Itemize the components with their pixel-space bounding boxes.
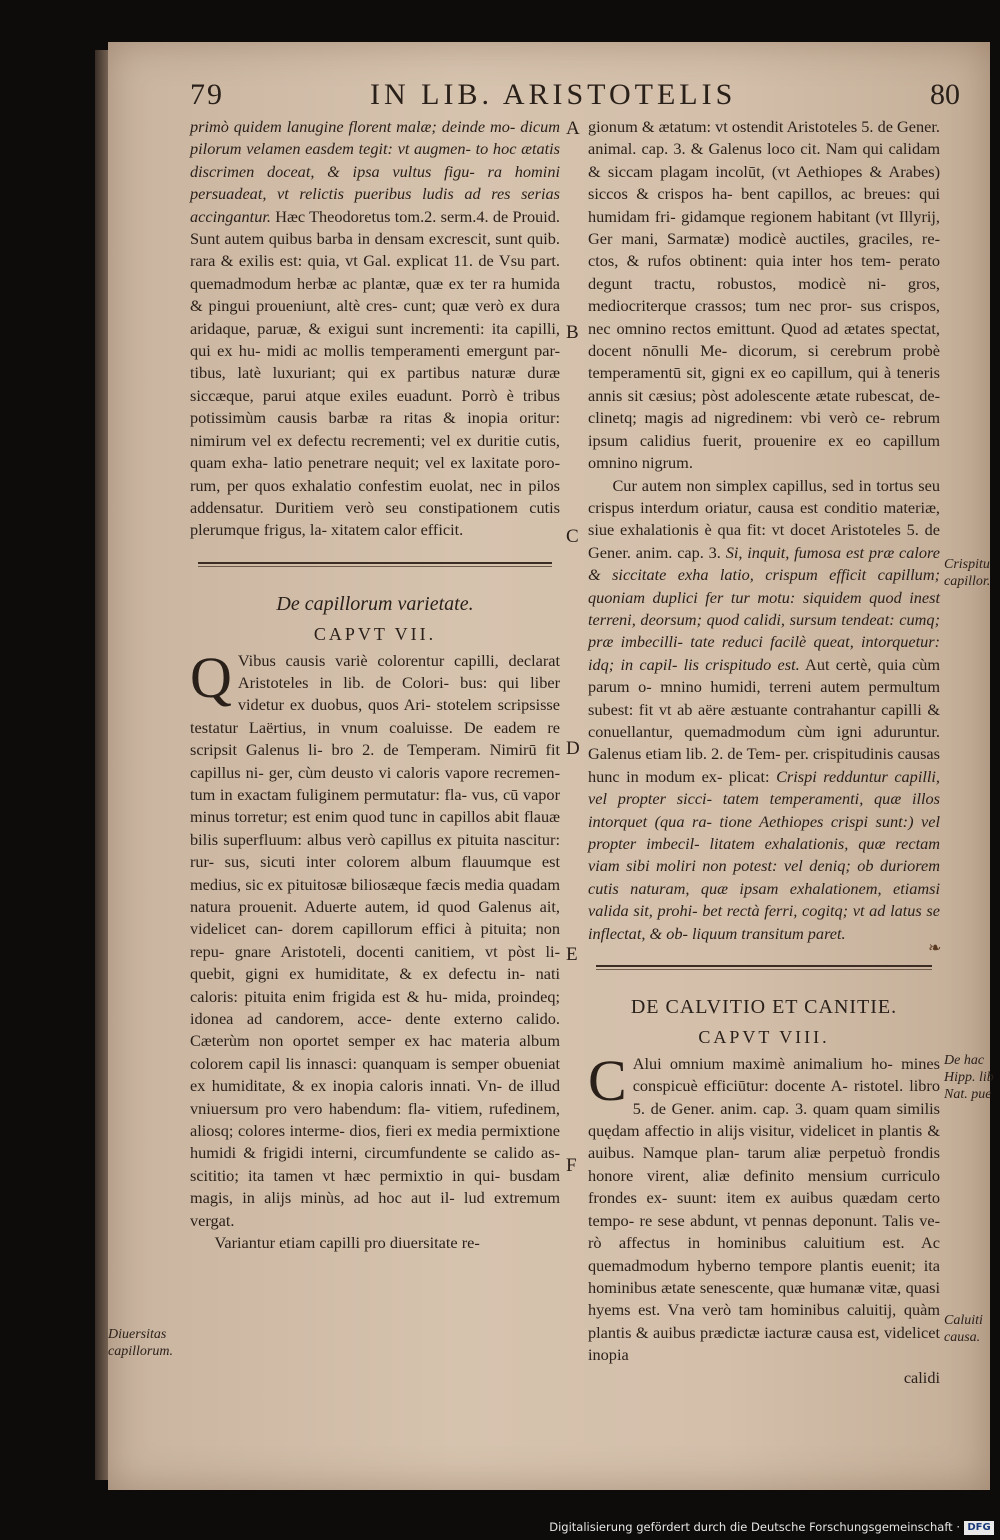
margin-letter-d: D [566, 738, 580, 759]
margin-letter-c: C [566, 526, 579, 547]
margin-letter-f: F [566, 1155, 577, 1176]
margin-note-caluitium: Caluiti causa. [944, 1313, 983, 1345]
margin-note-diuersitas: Diuersitas capillorum. [108, 1327, 173, 1359]
page-number-left: 79 [190, 78, 224, 111]
right-p2-roman: Cur autem non simplex capillus, sed in tortus seu crispus interdum oriatur, causa est conditio materiæ, siue exhalationis è qua fit: vt docet Aristoteles 5. de Gener. anim. cap. 3. [588, 475, 940, 562]
caput-heading-7: CAPVT VII. [313, 624, 437, 645]
right-p2-quote: Si, inquit, fumosa est præ calore & siccitate exha latio, crispum efficit capillum; quoniam duplici fer tur motu: siquidem quod inest terreni, deorsum; quod calidi, sursum tendeat: cumq; præ imbecilli- tate reduci facilè queat, intorquetur: idq; in capil- lis crispitudo est. [588, 542, 941, 674]
ornament-icon: ❧ [928, 940, 942, 957]
page-number-right: 80 [930, 78, 960, 111]
dropcap-c: C [588, 1047, 627, 1113]
right-p2-quote-2: Crispi redduntur capilli, vel propter sicci- tatem temperamenti, quæ illos intorquet (qua ra- tione Aethiopes crispi sunt:) vel propter imbecil- litatem exhalationis, quæ rectam viam sibi moliri non potest: vel deniq; ob duriorem cutis naturam, quæ ipsam exhalationem, etiamsi valida sit, prohi- bet rectà ferri, cogitq; vt ad latus se inflectat, & ob- liquum transitum paret. [588, 766, 940, 943]
margin-note-hippocrates: De hac Hipp. lib Nat. pue [944, 1053, 994, 1102]
right-paragraph-1: gionum & ætatum: vt ostendit Aristoteles 5. de Gener. animal. cap. 3. & Galenus loco cit. Nam qui calidam & siccam plagam incolūt, (vt Aethiopes & Arabes) siccos & crispos ha- bent capillos, ac breues: qui humidam fri- gidamque regionem habitant (vt Illyrij, Ger mani, Sarmatæ) modicè auctiles, graciles, re- ctos, & rufos obtinent: quia inter hos tem- perato degunt tractu, robustos, modicè ni- gros, mediocriterque crassos; tum nec pror- sus crispos, nec omnino rectos emittunt. Quod ad ætates spectat, docent nōnulli Me- dicorum, si cerebrum probè temperamentū sit, gigni ex eo capillum, qui à teneris annis sit cæsius; pòst adolescente ætate rubescat, de- clinetq; magis ad nigredinem: vbi verò ce- rebrum ipsum calidius fuerit, prouenire ex eo capillum omnino nigrum. [588, 117, 940, 473]
section-divider-left [198, 562, 552, 567]
caput-heading-8: CAPVT VIII. [698, 1027, 830, 1048]
left-column [190, 116, 560, 1255]
digitization-credit: Digitalisierung gefördert durch die Deutsche Forschungsgemeinschaft · [549, 1520, 960, 1534]
right-paragraph-3 [588, 1047, 940, 1367]
margin-note-crispitudo: Crispitu capillor. [944, 557, 991, 589]
right-paragraph-2 [588, 475, 940, 946]
running-header [190, 78, 960, 118]
section-title-left: De capillorum varietate. [276, 592, 474, 615]
left-paragraph-3: Variantur etiam capilli pro diuersitate re- [214, 1233, 480, 1253]
section-title-right: DE CALVITIO ET CANITIE. [630, 996, 898, 1019]
left-text-roman: Hæc Theodoretus tom.2. serm.4. de Prouid. Sunt autem quibus barba in densam excrescit, sunt quib. rara & exilis est: quia, vt Gal. explicat 11. de Vsu part. quemadmodum herbæ ac plantæ, quæ ex ter ra humida & pingui proueniunt, altè cres- cunt; quæ verò ex dura aridaque, paruæ, & exigui sunt incrementi: ita capilli, qui ex hu- midi ac mollis temperamenti emergunt par- tibus, latè luxuriant; qui ex partibus naturæ duræ siccæque, parui atque exiles euadunt. Porrò è tribus potissimùm causis barbæ ra ritas & inopia oritur: nimirum vel ex defectu recrementi; vel ex duritie cutis, quam exha- latio penetrare nequit; vel ex laxitate poro- rum, per quos exhalatio confestim euolat, nec in pilos addensatur. Duritiem verò seu constipationem cutis plerumque frigus, la- xitatem calor efficit. [190, 206, 560, 540]
right-column [588, 116, 940, 1389]
margin-letter-b: B [566, 322, 579, 343]
left-paragraph-1 [190, 116, 560, 542]
margin-letter-a: A [566, 118, 580, 139]
right-p2-roman-2: Aut certè, quia cùm parum o- mnino humidi, terreni autem permultum subest: fit vt ab aëre æstuante contrahantur capilli & conuellantur, quemadmodum cùm igni aduruntur. Galenus etiam lib. 2. de Tem- per. crispitudinis causas hunc in modum ex- plicat: [588, 654, 940, 786]
dfg-logo-icon: DFG [964, 1521, 994, 1535]
left-paragraph-2-text: Vibus causis variè colorentur capilli, declarat Aristoteles in lib. de Colori- bus: qui liber videtur ex duobus, quos Ari- stotelem scripsisse testatur Laërtius, in vnum coaluisse. De eadem re scripsit Galenus li- bro 2. de Temperam. Nimirū fit capillus ni- ger, cùm deusto vi caloris vapore recremen- tum in exactam fuliginem permutatur: fla- vus, cū vapor minus torretur; est enim quod tunc in capillos abit flauæ bilis superfluum: albus verò capillus ex pituita nascitur: rur- sus, sicuti inter colorem album flauumque est medius, sic ex pituitosæ biliosæque fæcis media quadam natura prouenit. Aduerte autem, id quod Galenus ait, videlicet can- dorem capillorum effici à pituita; non repu- gnare Aristoteli, docenti canitiem, vt pòst li- quebit, gigni ex humiditate, & ex defectu in- nati caloris: pituita enim frigida est & hu- mida, proindeq; idonea ad candorem, acce- dente externo calido. Cæterùm non oportet semper ex hac materia album colorem capil lis innasci: quanquam is semper obueniat ex humiditate, & ex inopia caloris innati. Vn- de illud vniuersum pro vero habendum: fla- vitiem, rufedinem, aliosq; colores interme- dios, fieri ex media permixtione humidi & frigidi interni, circumfundente se calido as- scititio; ita tamen vt hæc permixtio in qui- busdam magis, in alijs minùs, ad hoc aut il- lud extremum vergat. [190, 650, 560, 1230]
section-divider-right [596, 965, 932, 970]
catchword: calidi [903, 1367, 940, 1387]
left-quote-italic: primò quidem lanugine florent malæ; deinde mo- dicum pilorum velamen easdem tegit: vt augmen- to hoc ætatis discrimen doceat, & ipsa vultus figu- ra homini persuadeat, vt relictis pueribus ludis ad res serias accingantur. [190, 117, 560, 226]
dropcap-q: Q [190, 644, 232, 710]
running-title: IN LIB. ARISTOTELIS [370, 78, 737, 111]
margin-letter-e: E [566, 944, 578, 965]
right-paragraph-3-text: Alui omnium maximè animalium ho- mines conspicuè efficiūtur: docente A- ristotel. libro 5. de Gener. anim. cap. 3. quam quam similis quędam affectio in alijs visitur, videlicet in plantis & auibus. Namque plan- tarum aliæ perpetuò frondis honore virent, aliæ definito mensium curriculo frondes ex- suunt: item ex auibus quædam certo tempo- re sese abdunt, vt pennas deponunt. Talis ve- rò affectus in hominibus caluitium est. Ac quemadmodum hyberno tempore plantis euenit; ita hominibus ætate senescente, quæ humanæ vitæ, quasi hyems est. Vna verò tam hominibus caluitij, quàm plantis & auibus prædictæ iacturæ causa est, videlicet inopia [588, 1053, 940, 1365]
left-paragraph-2 [190, 644, 560, 1233]
